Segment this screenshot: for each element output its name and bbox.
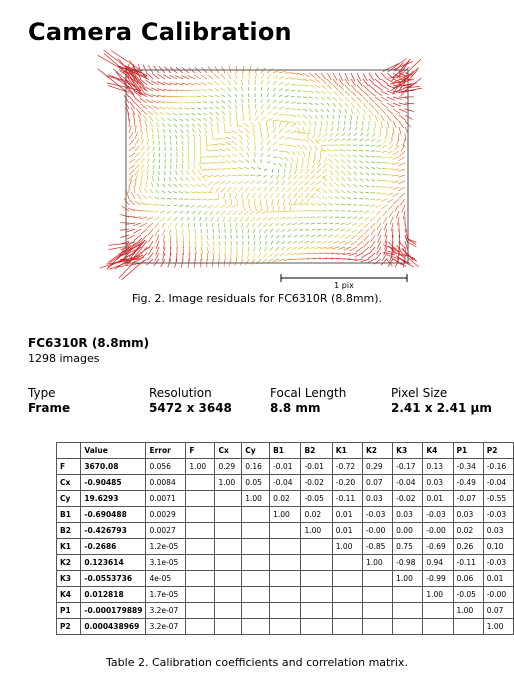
table-cell: -0.72 [332, 459, 362, 475]
table-cell: 1.00 [362, 555, 392, 571]
table-cell: -0.03 [362, 507, 392, 523]
table-cell [186, 539, 215, 555]
table-cell [423, 619, 453, 635]
table-header-row [57, 443, 514, 459]
table-cell [186, 587, 215, 603]
column-header [57, 443, 81, 459]
column-header: K4 [423, 443, 453, 459]
table-cell [270, 603, 301, 619]
spec-label: Focal Length [270, 386, 347, 400]
table-cell [301, 571, 332, 587]
table-cell: 0.01 [332, 507, 362, 523]
table-row [57, 555, 514, 571]
table-cell: -0.05 [453, 587, 483, 603]
row-header: K2 [57, 555, 81, 571]
row-header: K3 [57, 571, 81, 587]
table-cell: -0.00 [423, 523, 453, 539]
table-cell: 0.012818 [81, 587, 146, 603]
table-cell: 0.056 [146, 459, 186, 475]
table-cell: -0.01 [270, 459, 301, 475]
table-cell [362, 619, 392, 635]
residuals-plot [0, 0, 514, 300]
spec-label: Resolution [149, 386, 212, 400]
table-cell: 3670.08 [81, 459, 146, 475]
table-cell: 4e-05 [146, 571, 186, 587]
table-cell: 0.06 [453, 571, 483, 587]
table-cell [186, 475, 215, 491]
table-cell: 0.26 [453, 539, 483, 555]
table-cell: 1.00 [242, 491, 270, 507]
table-cell [215, 491, 242, 507]
table-cell: -0.07 [453, 491, 483, 507]
spec-focal-length [270, 386, 346, 415]
table-cell [186, 507, 215, 523]
table-cell [242, 619, 270, 635]
table-cell [242, 603, 270, 619]
table-cell: 0.16 [242, 459, 270, 475]
table-cell: 0.05 [242, 475, 270, 491]
table-cell [270, 587, 301, 603]
table-cell: 0.00 [393, 523, 423, 539]
table-cell: -0.00 [362, 523, 392, 539]
table-cell [270, 619, 301, 635]
table-cell [215, 571, 242, 587]
table-cell: -0.69 [423, 539, 453, 555]
table-cell [362, 603, 392, 619]
table-cell: -0.426793 [81, 523, 146, 539]
table-cell [215, 507, 242, 523]
table-cell: -0.98 [393, 555, 423, 571]
table-cell: -0.03 [483, 555, 513, 571]
table-cell [332, 587, 362, 603]
table-cell: 3.1e-05 [146, 555, 186, 571]
table-cell: 0.10 [483, 539, 513, 555]
table-cell: 0.94 [423, 555, 453, 571]
table-cell [215, 555, 242, 571]
column-header: Error [146, 443, 186, 459]
page-title: Camera Calibration [28, 18, 292, 46]
spec-pixel-size [391, 386, 492, 415]
table-cell [215, 619, 242, 635]
table-cell: -0.03 [423, 507, 453, 523]
table-row [57, 475, 514, 491]
residuals-figure [0, 0, 514, 320]
spec-value: 5472 x 3648 [149, 401, 232, 415]
table-cell: 0.75 [393, 539, 423, 555]
table-cell: -0.90485 [81, 475, 146, 491]
table-cell: 0.29 [215, 459, 242, 475]
column-header: K1 [332, 443, 362, 459]
table-cell [215, 523, 242, 539]
spec-value: Frame [28, 401, 71, 415]
row-header: P1 [57, 603, 81, 619]
table-row [57, 539, 514, 555]
table-cell: 0.03 [362, 491, 392, 507]
spec-value: 2.41 x 2.41 μm [391, 401, 492, 415]
column-header: B2 [301, 443, 332, 459]
table-cell [362, 587, 392, 603]
table-cell [301, 539, 332, 555]
table-cell [270, 523, 301, 539]
camera-name: FC6310R (8.8mm) [28, 336, 150, 350]
table-cell [186, 619, 215, 635]
scale-label: 1 pix [334, 281, 354, 290]
figure-caption: Fig. 2. Image residuals for FC6310R (8.8mm). [131, 292, 383, 305]
table-cell [423, 603, 453, 619]
table-cell: 1.00 [332, 539, 362, 555]
table-cell: 0.03 [483, 523, 513, 539]
table-cell: -0.17 [393, 459, 423, 475]
table-cell [242, 507, 270, 523]
table-cell [332, 555, 362, 571]
table-cell: -0.01 [301, 459, 332, 475]
table-cell [242, 523, 270, 539]
table-cell: 1.2e-05 [146, 539, 186, 555]
table-cell: 1.00 [483, 619, 513, 635]
table-cell: -0.20 [332, 475, 362, 491]
table-cell: 0.01 [423, 491, 453, 507]
table-cell: -0.690488 [81, 507, 146, 523]
row-header: P2 [57, 619, 81, 635]
table-caption: Table 2. Calibration coefficients and correlation matrix. [106, 656, 408, 669]
table-cell: -0.04 [393, 475, 423, 491]
table-cell: 1.00 [453, 603, 483, 619]
table-cell [393, 603, 423, 619]
table-cell: 0.0084 [146, 475, 186, 491]
table-row [57, 491, 514, 507]
table-cell: -0.05 [301, 491, 332, 507]
table-cell: -0.04 [483, 475, 513, 491]
table-cell: 0.02 [270, 491, 301, 507]
table-cell: -0.85 [362, 539, 392, 555]
table-cell: 0.123614 [81, 555, 146, 571]
row-header: B1 [57, 507, 81, 523]
residual-vectors [98, 50, 423, 280]
table-cell [186, 491, 215, 507]
table-cell: -0.000179889 [81, 603, 146, 619]
table-cell: 0.07 [483, 603, 513, 619]
table-cell: 0.13 [423, 459, 453, 475]
row-header: K4 [57, 587, 81, 603]
table-cell: -0.34 [453, 459, 483, 475]
table-cell: 0.03 [423, 475, 453, 491]
table-cell [242, 587, 270, 603]
table-row [57, 603, 514, 619]
table-cell: -0.02 [301, 475, 332, 491]
column-header: Cy [242, 443, 270, 459]
row-header: Cy [57, 491, 81, 507]
table-cell: -0.49 [453, 475, 483, 491]
table-cell: 1.7e-05 [146, 587, 186, 603]
table-cell [186, 555, 215, 571]
table-cell: 19.6293 [81, 491, 146, 507]
column-header: K3 [393, 443, 423, 459]
table-cell: 1.00 [393, 571, 423, 587]
table-cell [270, 539, 301, 555]
table-cell: 0.29 [362, 459, 392, 475]
column-header: B1 [270, 443, 301, 459]
table-row [57, 507, 514, 523]
table-cell: 0.000438969 [81, 619, 146, 635]
table-cell: 0.0029 [146, 507, 186, 523]
table-cell: 1.00 [270, 507, 301, 523]
table-cell [332, 603, 362, 619]
table-cell: 0.03 [393, 507, 423, 523]
table-cell [215, 539, 242, 555]
spec-label: Type [28, 386, 56, 400]
column-header: P2 [483, 443, 513, 459]
table-row [57, 619, 514, 635]
column-header: P1 [453, 443, 483, 459]
table-cell [186, 603, 215, 619]
table-cell [242, 555, 270, 571]
table-cell: -0.16 [483, 459, 513, 475]
table-cell: 1.00 [186, 459, 215, 475]
table-cell [332, 619, 362, 635]
image-count: 1298 images [28, 352, 100, 365]
table-cell [242, 571, 270, 587]
row-header: B2 [57, 523, 81, 539]
table-cell: 1.00 [301, 523, 332, 539]
table-cell: -0.99 [423, 571, 453, 587]
table-cell: 1.00 [423, 587, 453, 603]
table-cell: 0.01 [483, 571, 513, 587]
table-cell: -0.55 [483, 491, 513, 507]
column-header: K2 [362, 443, 392, 459]
table-cell [301, 603, 332, 619]
table-cell: -0.02 [393, 491, 423, 507]
table-cell: 3.2e-07 [146, 619, 186, 635]
table-cell [393, 619, 423, 635]
table-cell [301, 555, 332, 571]
table-cell: 0.0071 [146, 491, 186, 507]
spec-label: Pixel Size [391, 386, 448, 400]
table-cell: -0.00 [483, 587, 513, 603]
column-header: Value [81, 443, 146, 459]
table-cell [301, 619, 332, 635]
table-cell [362, 571, 392, 587]
table-cell: 0.01 [332, 523, 362, 539]
table-cell [270, 571, 301, 587]
table-cell: -0.03 [483, 507, 513, 523]
table-row [57, 523, 514, 539]
column-header: Cx [215, 443, 242, 459]
table-cell [186, 523, 215, 539]
table-cell [453, 619, 483, 635]
table-row [57, 571, 514, 587]
spec-type [28, 386, 70, 415]
table-cell: 0.07 [362, 475, 392, 491]
column-header: F [186, 443, 215, 459]
table-row [57, 459, 514, 475]
table-cell: 1.00 [215, 475, 242, 491]
table-cell [332, 571, 362, 587]
table-cell: 0.02 [301, 507, 332, 523]
table-cell [301, 587, 332, 603]
table-cell [393, 587, 423, 603]
table-cell: -0.04 [270, 475, 301, 491]
calibration-table [56, 442, 514, 635]
sensor-frame [126, 70, 408, 263]
table-cell: 3.2e-07 [146, 603, 186, 619]
row-header: K1 [57, 539, 81, 555]
table-cell [215, 587, 242, 603]
table-cell: 0.03 [453, 507, 483, 523]
table-cell: 0.02 [453, 523, 483, 539]
table-cell [186, 571, 215, 587]
spec-value: 8.8 mm [270, 401, 321, 415]
table-row [57, 587, 514, 603]
spec-resolution [149, 386, 232, 415]
row-header: F [57, 459, 81, 475]
table-cell: -0.11 [332, 491, 362, 507]
table-cell [215, 603, 242, 619]
table-cell: -0.0553736 [81, 571, 146, 587]
row-header: Cx [57, 475, 81, 491]
table-cell [270, 555, 301, 571]
table-cell: 0.0027 [146, 523, 186, 539]
table-cell: -0.11 [453, 555, 483, 571]
table-cell [242, 539, 270, 555]
table-cell: -0.2686 [81, 539, 146, 555]
